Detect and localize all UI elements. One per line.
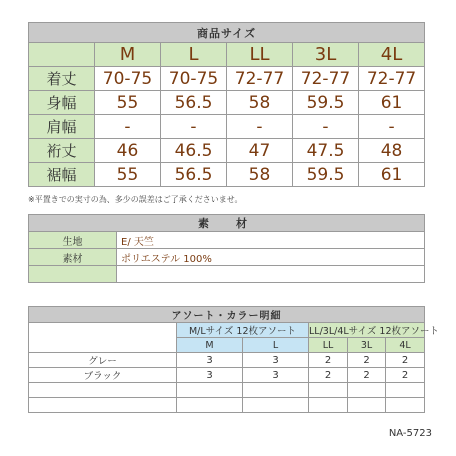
cell bbox=[243, 383, 309, 398]
cell bbox=[309, 398, 348, 413]
cell: - bbox=[95, 115, 161, 139]
cell: 61 bbox=[359, 163, 425, 187]
cell: E/ 天竺 bbox=[117, 232, 425, 249]
size-header-l: L bbox=[161, 43, 227, 67]
assort-header-3l: 3L bbox=[348, 338, 386, 353]
cell: - bbox=[227, 115, 293, 139]
cell: 2 bbox=[309, 368, 348, 383]
cell: - bbox=[359, 115, 425, 139]
cell bbox=[386, 398, 425, 413]
cell: - bbox=[161, 115, 227, 139]
size-header-4l: 4L bbox=[359, 43, 425, 67]
cell: 47.5 bbox=[293, 139, 359, 163]
cell: 3 bbox=[177, 353, 243, 368]
size-row-sleeve bbox=[29, 139, 425, 163]
material-table-title: 素 材 bbox=[29, 215, 425, 232]
row-label: 生地 bbox=[29, 232, 117, 249]
cell: 59.5 bbox=[293, 91, 359, 115]
assort-header-m: M bbox=[177, 338, 243, 353]
size-table-title: 商品サイズ bbox=[29, 23, 425, 43]
size-row-width bbox=[29, 91, 425, 115]
cell: 3 bbox=[243, 353, 309, 368]
cell bbox=[309, 383, 348, 398]
cell bbox=[117, 266, 425, 283]
cell: - bbox=[293, 115, 359, 139]
cell: 2 bbox=[348, 353, 386, 368]
material-row-material bbox=[29, 249, 425, 266]
cell: 56.5 bbox=[161, 91, 227, 115]
row-label: グレー bbox=[29, 353, 177, 368]
assort-row-empty bbox=[29, 383, 425, 398]
cell: 72-77 bbox=[293, 67, 359, 91]
cell: 2 bbox=[309, 353, 348, 368]
cell: 46 bbox=[95, 139, 161, 163]
cell: 56.5 bbox=[161, 163, 227, 187]
assort-header-l: L bbox=[243, 338, 309, 353]
assort-row-empty bbox=[29, 398, 425, 413]
cell: 48 bbox=[359, 139, 425, 163]
row-label bbox=[29, 266, 117, 283]
assort-table-title: アソート・カラー明細 bbox=[29, 307, 425, 323]
cell bbox=[348, 383, 386, 398]
assort-group-ll: LL/3L/4Lサイズ 12枚アソート bbox=[309, 323, 425, 338]
assort-row-gray bbox=[29, 353, 425, 368]
material-table bbox=[28, 214, 425, 283]
size-row-length bbox=[29, 67, 425, 91]
cell: 72-77 bbox=[227, 67, 293, 91]
cell: 58 bbox=[227, 163, 293, 187]
size-row-hem bbox=[29, 163, 425, 187]
cell bbox=[243, 398, 309, 413]
measurement-note: ※平置きでの実寸の為、多少の誤差はご了承くださいませ。 bbox=[28, 195, 243, 204]
cell: 47 bbox=[227, 139, 293, 163]
cell: 2 bbox=[386, 368, 425, 383]
material-row-empty bbox=[29, 266, 425, 283]
assort-row-black bbox=[29, 368, 425, 383]
cell: 2 bbox=[348, 368, 386, 383]
cell: 46.5 bbox=[161, 139, 227, 163]
cell bbox=[177, 383, 243, 398]
assort-group-ml: M/Lサイズ 12枚アソート bbox=[177, 323, 309, 338]
assort-header-4l: 4L bbox=[386, 338, 425, 353]
row-label: 身幅 bbox=[29, 91, 95, 115]
cell: 70-75 bbox=[95, 67, 161, 91]
cell: 61 bbox=[359, 91, 425, 115]
row-label: 着丈 bbox=[29, 67, 95, 91]
assort-corner-cell bbox=[29, 323, 177, 353]
product-code: NA-5723 bbox=[388, 428, 432, 439]
row-label: 裄丈 bbox=[29, 139, 95, 163]
cell: 55 bbox=[95, 163, 161, 187]
cell: 3 bbox=[177, 368, 243, 383]
size-table bbox=[28, 22, 425, 187]
row-label bbox=[29, 383, 177, 398]
assort-header-ll: LL bbox=[309, 338, 348, 353]
row-label: 素材 bbox=[29, 249, 117, 266]
cell bbox=[177, 398, 243, 413]
row-label: ブラック bbox=[29, 368, 177, 383]
assort-table bbox=[28, 306, 440, 413]
cell bbox=[348, 398, 386, 413]
cell: 55 bbox=[95, 91, 161, 115]
row-label: 裾幅 bbox=[29, 163, 95, 187]
cell: 59.5 bbox=[293, 163, 359, 187]
cell: 72-77 bbox=[359, 67, 425, 91]
cell bbox=[386, 383, 425, 398]
cell: 3 bbox=[243, 368, 309, 383]
size-row-shoulder bbox=[29, 115, 425, 139]
size-corner-cell bbox=[29, 43, 95, 67]
size-header-m: M bbox=[95, 43, 161, 67]
cell: 58 bbox=[227, 91, 293, 115]
cell: 70-75 bbox=[161, 67, 227, 91]
row-label: 肩幅 bbox=[29, 115, 95, 139]
size-header-ll: LL bbox=[227, 43, 293, 67]
row-label bbox=[29, 398, 177, 413]
cell: 2 bbox=[386, 353, 425, 368]
material-row-fabric bbox=[29, 232, 425, 249]
cell: ポリエステル 100% bbox=[117, 249, 425, 266]
size-header-3l: 3L bbox=[293, 43, 359, 67]
